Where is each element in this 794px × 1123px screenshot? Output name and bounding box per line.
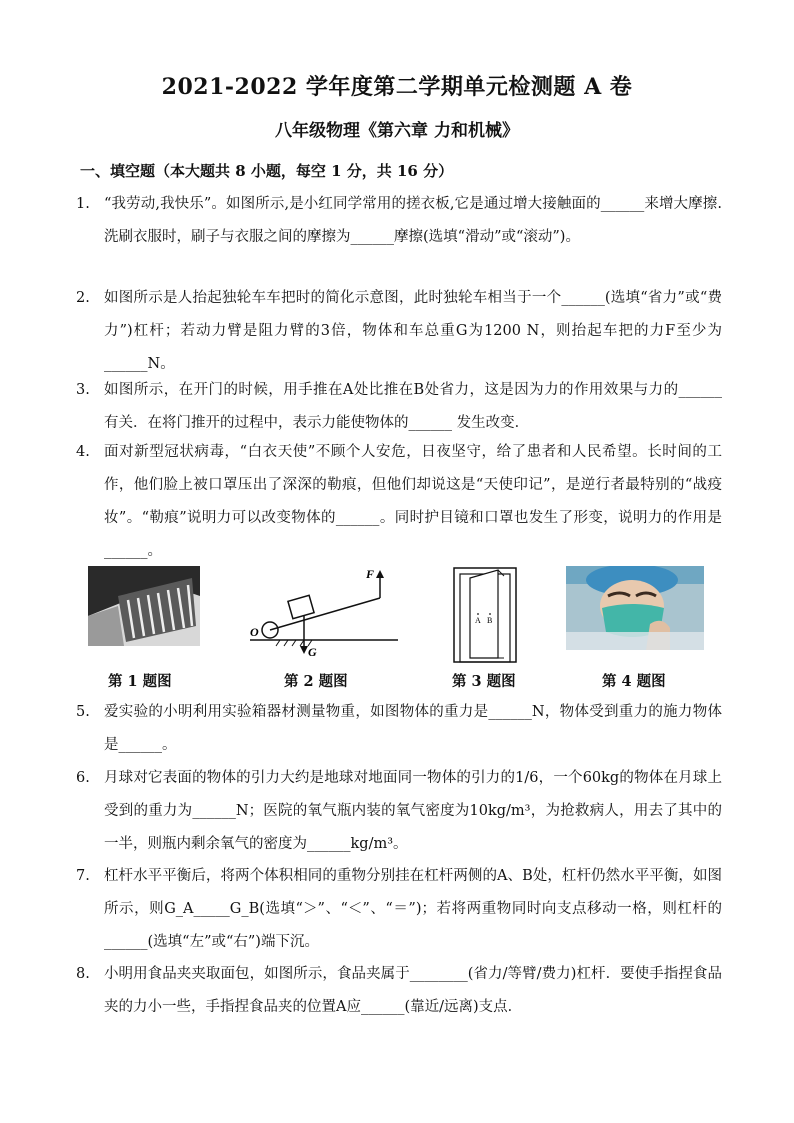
page-title: 2021-2022 学年度第二学期单元检测题 A 卷 xyxy=(161,74,633,100)
door-diagram xyxy=(450,566,520,664)
question-number: 8. xyxy=(76,966,90,982)
question-number: 2. xyxy=(76,290,90,306)
question-4 xyxy=(76,436,722,568)
question-1 xyxy=(76,188,722,254)
nurse-photo xyxy=(566,566,704,650)
figure-4-caption: 第 4 题图 xyxy=(602,673,666,690)
question-8 xyxy=(76,958,722,1024)
question-number: 3. xyxy=(76,382,90,398)
question-text: 面对新型冠状病毒，“白衣天使”不顾个人安危，日夜坚守，给了患者和人民希望。长时间的工作，他们脸上被口罩压出了深深的勒痕，但他们却说这是“天使印记”，是逆行者最特别的“战疫妆”。“勒痕”说明力可以改变物体的______。同时护目镜和口罩也发生了形变，说明力的作用是______。 xyxy=(104,444,722,559)
point-a-label: A xyxy=(475,616,481,625)
figure-3-caption: 第 3 题图 xyxy=(452,673,516,690)
question-text: 爱实验的小明利用实验箱器材测量物重，如图物体的重力是______N，物体受到重力的施力物体是______。 xyxy=(104,704,722,753)
question-number: 6. xyxy=(76,770,90,786)
section-heading: 一、填空题（本大题共 8 小题，每空 1 分，共 16 分） xyxy=(80,162,454,180)
figure-2 xyxy=(240,566,402,664)
question-text: 如图所示是人抬起独轮车车把时的简化示意图，此时独轮车相当于一个______(选填“省力”或“费力”)杠杆；若动力臂是阻力臂的3倍，物体和车总重G为1200 N，则抬起车把的力F至少为______N。 xyxy=(104,290,722,372)
figure-4 xyxy=(566,566,704,654)
question-7 xyxy=(76,860,722,959)
figure-row xyxy=(80,566,720,692)
wheelbarrow-diagram xyxy=(240,566,402,660)
figure-2-caption: 第 2 题图 xyxy=(284,673,348,690)
question-text: 如图所示，在开门的时候，用手推在A处比推在B处省力，这是因为力的作用效果与力的______ 有关．在将门推开的过程中，表示力能使物体的______ 发生改变． xyxy=(104,382,722,431)
question-text: 小明用食品夹夹取面包，如图所示，食品夹属于________(省力/等臂/费力)杠杆．要使手指捏食品夹的力小一些，手指捏食品夹的位置A应______(靠近/远离)支点． xyxy=(104,966,722,1015)
force-label: F xyxy=(366,567,375,581)
question-text: 月球对它表面的物体的引力大约是地球对地面同一物体的引力的1/6，一个60kg的物体在月球上受到的重力为______N；医院的氧气瓶内装的氧气密度为10kg/m³，为抢救病人，用去了其中的一半，则瓶内剩余氧气的密度为______kg/m³。 xyxy=(104,770,722,852)
question-text: “我劳动,我快乐”。如图所示,是小红同学常用的搓衣板,它是通过增大接触面的______来增大摩擦.洗刷衣服时，刷子与衣服之间的摩擦为______摩擦(选填“滑动”或“滚动”)。 xyxy=(104,196,722,245)
figure-3 xyxy=(450,566,520,668)
weight-label: G xyxy=(308,645,317,659)
page-subtitle: 八年级物理《第六章 力和机械》 xyxy=(275,121,519,141)
question-number: 1. xyxy=(76,196,90,212)
question-number: 5. xyxy=(76,704,90,720)
figure-1-caption: 第 1 题图 xyxy=(108,673,172,690)
point-b-label: B xyxy=(487,616,493,625)
question-6 xyxy=(76,762,722,861)
question-number: 4. xyxy=(76,444,90,460)
question-number: 7. xyxy=(76,868,90,884)
question-text: 杠杆水平平衡后，将两个体积相同的重物分别挂在杠杆两侧的A、B处，杠杆仍然水平平衡，如图所示，则G_A_____G_B(选填“＞”、“＜”、“＝”)；若将两重物同时向支点移动一格，则杠杆的______(选填“左”或“右”)端下沉。 xyxy=(104,868,722,950)
pivot-label: O xyxy=(250,625,259,639)
question-2 xyxy=(76,282,722,381)
washboard-image xyxy=(88,566,200,646)
question-5 xyxy=(76,696,722,762)
figure-1 xyxy=(88,566,200,650)
question-3 xyxy=(76,374,722,440)
